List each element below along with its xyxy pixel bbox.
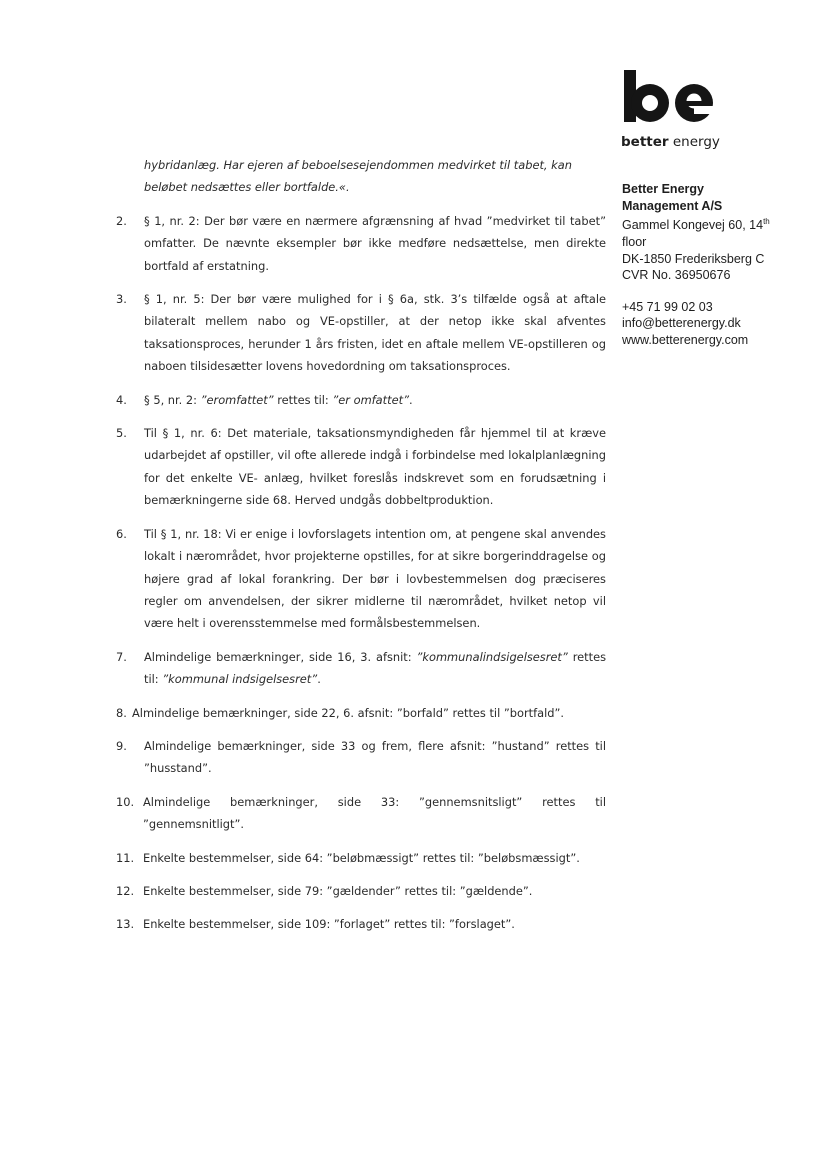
company-cvr: CVR No. 36950676 (622, 268, 731, 283)
company-email: info@betterenergy.dk (622, 316, 741, 331)
logo-tagline: better energy (621, 134, 720, 150)
list-item: 10. Almindelige bemærkninger, side 33: ”gennemsnitsligt” rettes til ”gennemsnitligt”. (116, 794, 606, 832)
company-city: DK-1850 Frederiksberg C (622, 251, 765, 266)
better-energy-logo (622, 68, 722, 126)
list-item: 2. § 1, nr. 2: Der bør være en nærmere afgrænsning af hvad ”medvirket til tabet” omfatter. De nævnte eksempler bør ikke medføre nedsættelse, men direkte bortfald af erstatning. (116, 213, 606, 273)
company-phone: +45 71 99 02 03 (622, 299, 713, 314)
list-item: 7. Almindelige bemærkninger, side 16, 3. afsnit: ”kommunalindsigelsesret” rettes til: ”kommunal indsigelsesret”. (116, 649, 607, 687)
list-item: 9. Almindelige bemærkninger, side 33 og frem, flere afsnit: ”hustand” rettes til ”husstand”. (116, 738, 606, 776)
list-item: 6. Til § 1, nr. 18: Vi er enige i lovforslagets intention om, at pengene skal anvendes lokalt i nærområdet, hvor projekterne opstilles, for at sikre borgerinddragelse og højere grad af lokal forankring. Der bør i lovbestemmelsen dog præciseres regler om anvendelsen, der sikrer midlerne til nærområdet, hvilket netop vil være helt i overensstemmelse med formålsbestemmelsen. (116, 526, 606, 631)
company-address-block (622, 181, 822, 349)
list-item: 8. Almindelige bemærkninger, side 22, 6. afsnit: ”borfald” rettes til ”bortfald”. (116, 705, 565, 720)
company-floor: floor (622, 234, 647, 249)
list-item: 3. § 1, nr. 5: Der bør være mulighed for i § 6a, stk. 3’s tilfælde også at aftale bilateralt mellem nabo og VE-opstiller, at der netop ikke skal afventes taksationsproces, herunder 1 års fristen, idet en aftale mellem VE-opstilleren og naboen tilsidesætter lovens hovedordning om taksationsproces. (116, 292, 606, 374)
company-website: www.betterenergy.com (622, 332, 749, 347)
company-name-line1: Better Energy (622, 182, 704, 196)
list-item: 11. Enkelte bestemmelser, side 64: ”beløbmæssigt” rettes til: ”beløbsmæssigt”. (116, 850, 580, 865)
continuation-text: hybridanlæg. Har ejeren af beboelsesejendommen medvirket til tabet, kan beløbet nedsættes eller bortfalde.«. (144, 158, 572, 195)
list-item: 13. Enkelte bestemmelser, side 109: ”forlaget” rettes til: ”forslaget”. (116, 917, 515, 932)
company-street: Gammel Kongevej 60, 14th (622, 217, 770, 233)
list-item: 4. § 5, nr. 2: ”eromfattet” rettes til: ”er omfattet”. (116, 392, 413, 407)
be-logo-mark (622, 68, 718, 126)
list-item: 5. Til § 1, nr. 6: Det materiale, taksationsmyndigheden får hjemmel til at kræve udarbejdet af opstiller, vil ofte allerede indgå i forbindelse med lokalplanlægning for det enkelte VE- anlæg, hvilket foreslås indskrevet som en forudsætning i bemærkningerne side 68. Herved undgås dobbeltproduktion. (116, 426, 606, 508)
company-name-line2: Management A/S (622, 198, 723, 213)
list-item: 12. Enkelte bestemmelser, side 79: ”gældender” rettes til: ”gældende”. (116, 883, 533, 898)
letter-body (116, 154, 606, 936)
